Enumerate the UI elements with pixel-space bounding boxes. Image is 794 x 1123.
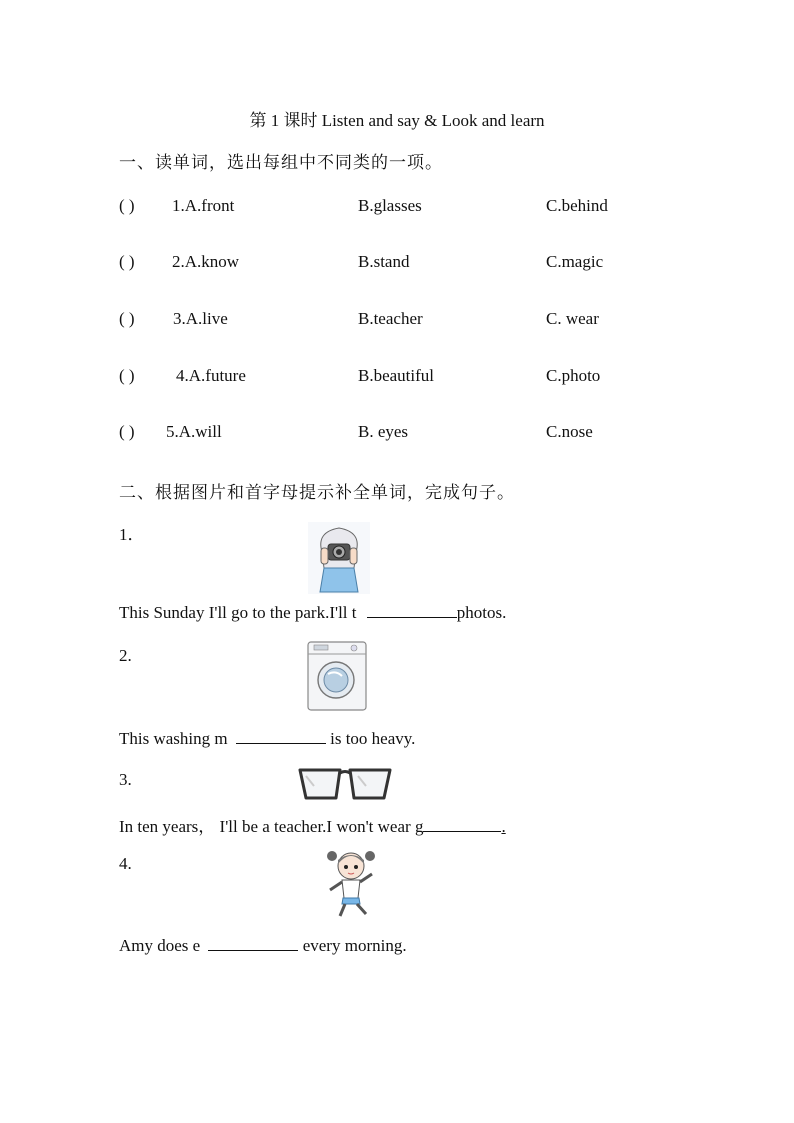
option-b: B. eyes bbox=[358, 422, 409, 441]
sentence-text: every morning. bbox=[298, 936, 407, 955]
option-a: 4.A.future bbox=[176, 366, 246, 385]
answer-paren[interactable]: ( ) bbox=[119, 366, 135, 385]
option-c: C.behind bbox=[546, 196, 608, 215]
item-number: 4. bbox=[119, 854, 132, 873]
option-c: C. wear bbox=[546, 309, 599, 328]
option-c: C.magic bbox=[546, 252, 604, 271]
option-a: 2.A.know bbox=[172, 252, 240, 271]
option-a: 5.A.will bbox=[166, 422, 222, 441]
option-b: B.stand bbox=[358, 252, 410, 271]
hint-letter: g bbox=[414, 817, 424, 836]
exercise-girl-icon bbox=[320, 846, 382, 920]
sentence-text: In ten years， I'll be a teacher.I won't wear bbox=[119, 817, 415, 836]
option-c: C.nose bbox=[546, 422, 593, 441]
sentence-text: This Sunday I'll go to the park.I'll t bbox=[119, 603, 357, 622]
item-number: 1． bbox=[119, 525, 145, 544]
sentence-3 bbox=[119, 812, 506, 837]
section-2-heading: 二、根据图片和首字母提示补全单词，完成句子。 bbox=[119, 483, 515, 502]
answer-blank[interactable] bbox=[367, 603, 457, 618]
option-b: B.beautiful bbox=[358, 366, 435, 385]
answer-blank[interactable] bbox=[208, 936, 298, 951]
answer-blank[interactable] bbox=[236, 729, 326, 744]
sentence-text: photos. bbox=[456, 603, 507, 622]
sentence-text: Amy does e bbox=[119, 936, 201, 955]
sentence-text: is too heavy. bbox=[325, 729, 416, 748]
sentence-text: This washing m bbox=[119, 729, 228, 748]
answer-paren[interactable]: ( ) bbox=[119, 309, 135, 328]
washing-machine-icon bbox=[306, 640, 370, 712]
sentence-1 bbox=[119, 603, 506, 623]
answer-paren[interactable]: ( ) bbox=[119, 422, 135, 441]
option-a: 3.A.live bbox=[173, 309, 228, 328]
section-1-heading: 一、读单词，选出每组中不同类的一项。 bbox=[119, 153, 443, 172]
option-b: B.teacher bbox=[358, 309, 423, 328]
answer-paren[interactable]: ( ) bbox=[119, 252, 135, 271]
page-title: 第 1 课时 Listen and say & Look and learn bbox=[249, 111, 545, 130]
answer-blank[interactable] bbox=[423, 817, 501, 832]
sentence-4 bbox=[119, 936, 407, 956]
sentence-2 bbox=[119, 729, 415, 749]
camera-girl-icon bbox=[308, 522, 370, 594]
option-c: C.photo bbox=[546, 366, 601, 385]
sentence-text: . bbox=[501, 817, 506, 836]
item-number: 2. bbox=[119, 646, 132, 665]
option-b: B.glasses bbox=[358, 196, 422, 215]
glasses-icon bbox=[296, 764, 394, 804]
item-number: 3. bbox=[119, 770, 132, 789]
option-a: 1.A.front bbox=[172, 196, 235, 215]
answer-paren[interactable]: ( ) bbox=[119, 196, 135, 215]
